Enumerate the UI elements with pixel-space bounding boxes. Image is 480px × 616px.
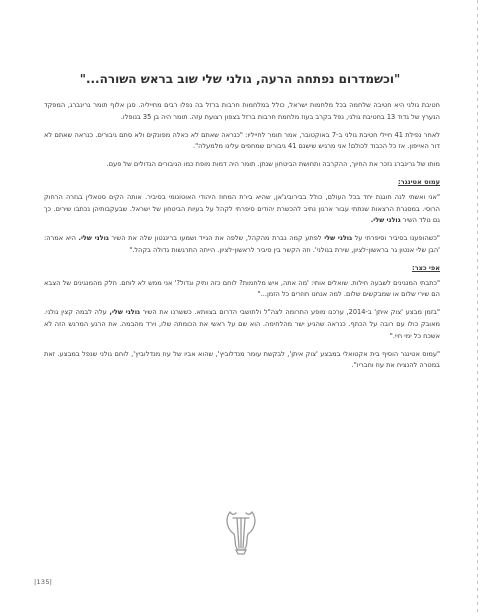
song-title: גולני שלי.	[370, 216, 401, 225]
amos-text-2c: היא אמרה: 'הבן שלי אנטון גר בראשון-לציון, שירת בגולני'. וזה הקשר בין סיביר לראשון-לציון. הייתה התרגשות גדולה בקהל."	[44, 234, 440, 254]
paragraph-efi-2	[44, 307, 440, 342]
amos-text-2a: "כשהופענו בסיביר וסיפרתי על	[354, 234, 440, 243]
article-body	[44, 100, 440, 378]
efi-text-2b: עלה לבמה קצין גולני. מאובק כולו עם רובה על הכתף. כנראה שהגיע ישר מהלחימה. הוא שם על ראשי את הכומתה שלו, וירד מהבמה. את הרגע המרגש הזה לא אשכח כל ימי חיי."	[44, 308, 440, 340]
section-heading-amos: עמוס אטינגר:	[398, 177, 440, 186]
paragraph-efi-1: "כתבתי המנגינים לשבעה חילות. שואלים אותי: 'מה אתה, איש מלחמות? לוחם כזה ותיק וגדול?' אני ממש לא לוחם. חלק מהמנגינים של הצבא הם שירי שלום או שמבקשים שלום. למה אנחנו חוזרים כל הזמן..."	[44, 278, 440, 299]
page-title: "וכשמדרום נפתחה הרעה, גולני שלי שוב בראש השורה..."	[79, 72, 401, 86]
page-edge-marks	[474, 0, 478, 616]
song-title: גולני שלי,	[109, 308, 140, 317]
section-heading-efi: אפי כצר:	[411, 263, 440, 272]
paragraph-efi-3: "עמוס אטינגר הוסיף בית אקטואלי במבצע 'צוק איתן', לבקשת עומר מנדלוביץ', שהוא אביו של עוז מנדלוביץ', לוחם גולני שנפל במבצע. זאת במטרה להנציח את עוז וחבריו".	[44, 349, 440, 370]
page-number: |135|	[34, 578, 53, 586]
amos-text-1: "אני ואשתי לנה חוגגת יחד בכל העולם, כולל בבירוביג'אן, שהיא בירת המחוז היהודי האוטונומי בסיביר. אותה הקים סטאלין בגזרה הרחוק הרוסי. במסגרת הרצאות שנתתי עבור ארגון נתיב להכשרת יהודים סיפרתי לקהל על בעיות הביטחון של ישראל. שבעקבותיהן נכתבו שירים. כך גם נולד השיר	[44, 192, 440, 225]
paragraph-amos-2	[44, 233, 440, 257]
paragraph-amos-1	[44, 192, 440, 227]
paragraph-intro-3: מותו של גרינברג נזכר את החיוך, ההקרבה ותחושת הביטחון שנתן. תומר היה דמות מופת כמו הגיבורים הגדולים של פעם.	[106, 160, 440, 169]
song-title: גולני שלי.	[78, 234, 109, 243]
paragraph-intro-1: חטיבת גולני היא חטיבה שלחמה בכל מלחמות ישראל, כולל במלחמות חרבות ברזל בה נפלו רבים מחייליה. סגן אלוף תומר גרינברג, המפקד הנערץ של גדוד 13 בחטיבת גולני, נפל בקרב בעוז מלחמת חרבות ברזל בצפון רצועת עזה. תומר היה בן 35 בנופלו.	[44, 101, 440, 121]
efi-text-2a: "בזמן מבצע 'צוק איתן' ב-2014, ערכנו מופע התרומה לצה"ל ולתושבי הדרום בצוותא. כששרנו את השיר	[142, 308, 440, 317]
amos-text-2b: לפתע קמה גברת מהקהל, שלפה את הגייד ושמעו ברינגטון שלה את השיר	[111, 234, 322, 243]
song-title: גולני שלי	[324, 234, 353, 243]
paragraph-intro-2: לאחר נפילת 41 חיילי חטיבת גולני ב-7 באוקטובר, אמר תומר לחייליו: "כנראה שאתם לא כאלה מפונקים ולא סתם גיבורים. כנראה שאתם לא דור האייפון. אז כל הכבוד לכולם! אני מרגיש שישנם 41 גיבורים שמחפים עלינו מלמעלה".	[44, 130, 440, 151]
lyre-icon	[222, 506, 260, 556]
